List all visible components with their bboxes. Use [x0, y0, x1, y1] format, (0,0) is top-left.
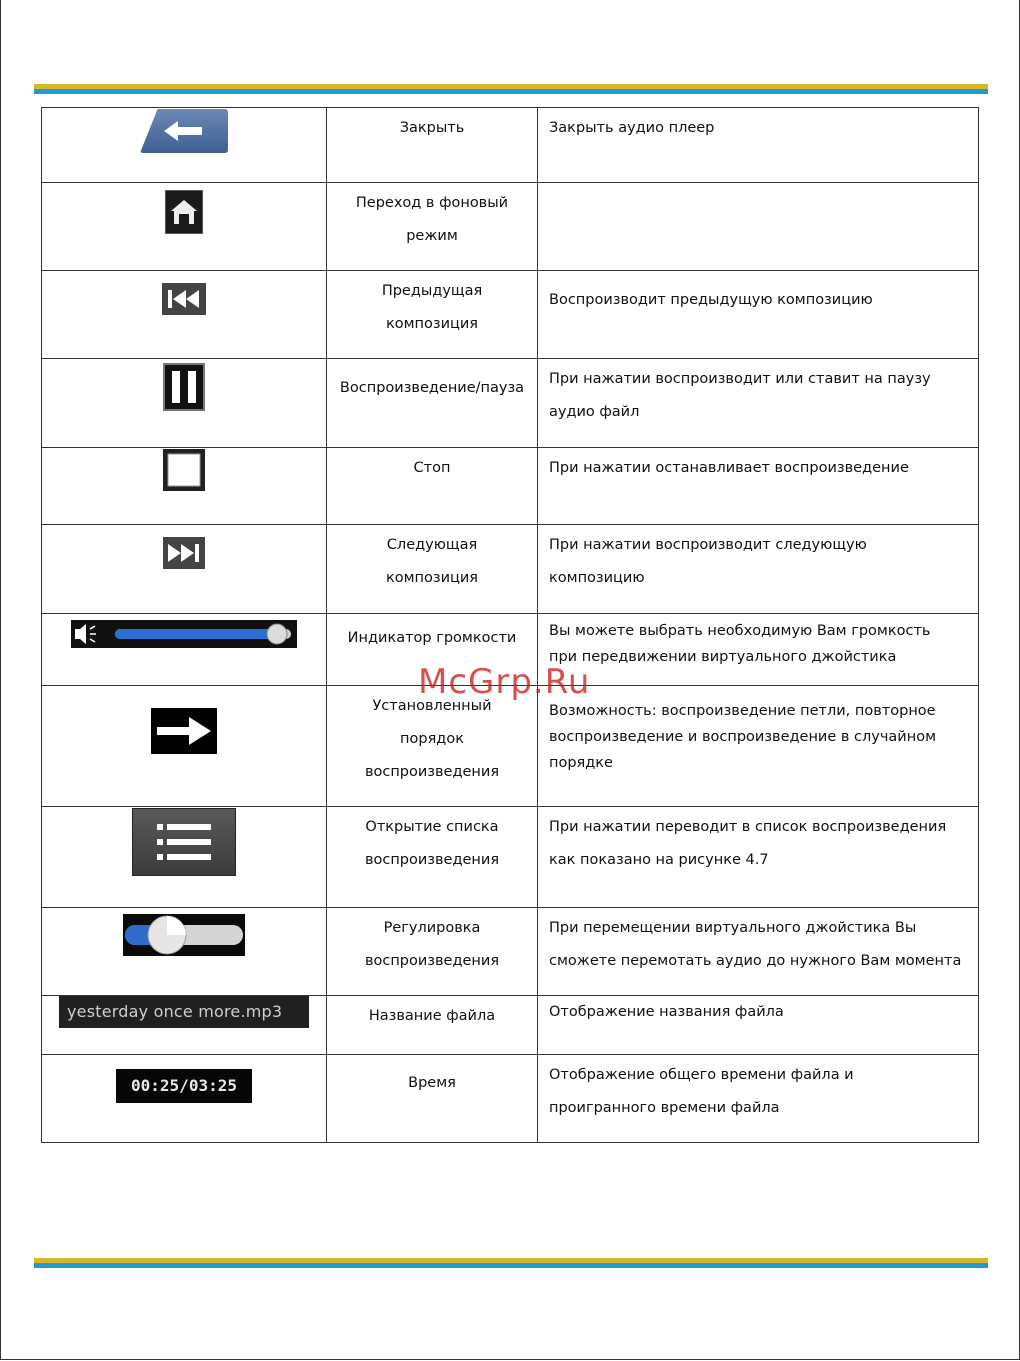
control-name: Время [408, 1075, 456, 1091]
control-name-line: Открытие списка [365, 819, 499, 835]
control-description-line: как показано на рисунке 4.7 [549, 852, 769, 868]
footer-stripe [34, 1258, 988, 1268]
watermark: McGrp.Ru [418, 662, 591, 702]
header-stripe [34, 84, 988, 94]
table-row [42, 525, 979, 614]
control-name-line: режим [406, 228, 458, 244]
playlist-icon [132, 808, 236, 876]
control-name-line: композиция [385, 316, 479, 332]
control-description-line: композицию [549, 570, 645, 586]
previous-track-icon [162, 283, 206, 315]
table-row [42, 908, 979, 996]
control-name: Индикатор громкости [347, 630, 517, 646]
control-description-line: Вы можете выбрать необходимую Вам громкость [549, 623, 931, 639]
control-name-line: порядок [400, 731, 464, 747]
control-name: Закрыть [399, 120, 465, 136]
next-track-icon [163, 537, 205, 569]
control-name-line: воспроизведения [364, 852, 500, 868]
filename-display-icon [59, 996, 309, 1028]
control-name-line: воспроизведения [364, 764, 500, 780]
time-display-text: 00:25/03:25 [131, 1076, 237, 1095]
stop-icon [163, 449, 205, 491]
control-description: При нажатии останавливает воспроизведение [549, 460, 909, 476]
control-description-line: При перемещении виртуального джойстика Вы [549, 920, 917, 936]
control-description: Отображение названия файла [549, 1004, 784, 1020]
table-row [42, 996, 979, 1055]
seek-slider-icon [123, 914, 245, 956]
control-name-line: Установленный [372, 698, 492, 714]
control-description-line: Возможность: воспроизведение петли, повторное [549, 703, 936, 719]
control-description-line: воспроизведение и воспроизведение в случайном [549, 729, 937, 745]
table-row [42, 807, 979, 908]
control-description-line: При нажатии воспроизводит или ставит на паузу [549, 371, 931, 387]
control-name: Стоп [413, 460, 451, 476]
table-row [42, 271, 979, 359]
back-arrow-icon [140, 109, 228, 153]
control-description-line: проигранного времени файла [549, 1100, 780, 1116]
control-description-line: аудио файл [549, 404, 640, 420]
time-display-icon [116, 1069, 252, 1103]
repeat-mode-arrow-icon [151, 708, 217, 754]
control-description-line: порядке [549, 755, 613, 771]
control-description-line: Отображение общего времени файла и [549, 1067, 854, 1083]
controls-table [41, 107, 979, 1143]
table-row [42, 448, 979, 525]
control-name-line: Регулировка [383, 920, 481, 936]
table-row [42, 1055, 979, 1143]
control-description-line: При нажатии переводит в список воспроизведения [549, 819, 947, 835]
filename-display-text: yesterday once more.mp3 [67, 1002, 283, 1021]
control-description: Закрыть аудио плеер [549, 120, 715, 136]
control-description-line: при передвижении виртуального джойстика [549, 649, 897, 665]
volume-slider-icon [71, 620, 297, 648]
control-description: Воспроизводит предыдущую композицию [549, 292, 873, 308]
control-name-line: Переход в фоновый [355, 195, 509, 211]
control-name: Воспроизведение/пауза [339, 380, 525, 396]
table-row [42, 108, 979, 183]
control-name-line: композиция [385, 570, 479, 586]
control-description-line: сможете перемотать аудио до нужного Вам момента [549, 953, 962, 969]
table-row [42, 183, 979, 271]
home-icon [165, 190, 203, 234]
control-description-line: При нажатии воспроизводит следующую [549, 537, 867, 553]
control-name-line: Предыдущая [381, 283, 483, 299]
table-row [42, 686, 979, 807]
table-row [42, 359, 979, 448]
control-name-line: воспроизведения [364, 953, 500, 969]
control-name: Название файла [368, 1008, 496, 1024]
pause-icon [163, 363, 205, 411]
control-name-line: Следующая [386, 537, 478, 553]
